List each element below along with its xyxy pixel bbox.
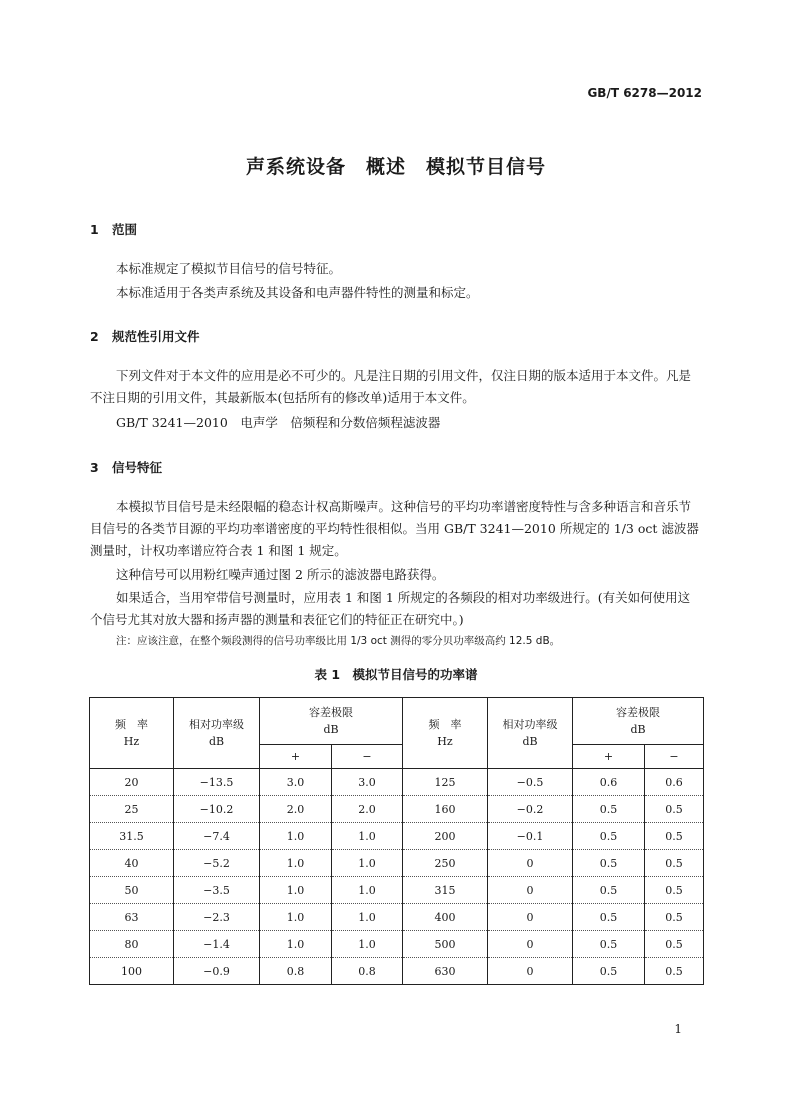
section-3-heading xyxy=(90,458,162,476)
table-cell: 0.5 xyxy=(645,904,704,931)
table-row xyxy=(90,823,704,850)
table-cell: 630 xyxy=(403,958,488,985)
table-cell: 25 xyxy=(90,796,174,823)
table-cell: 1.0 xyxy=(332,931,403,958)
table-cell: 3.0 xyxy=(332,769,403,796)
header-tolerance xyxy=(260,698,403,745)
table-cell: 0.5 xyxy=(645,796,704,823)
relative-level-unit: dB xyxy=(522,735,538,748)
tolerance-label: 容差极限 xyxy=(616,706,660,719)
table-cell: 1.0 xyxy=(260,877,332,904)
document-title: 声系统设备 概述 模拟节目信号 xyxy=(245,156,546,178)
table-cell: −5.2 xyxy=(174,850,260,877)
table-cell: −0.9 xyxy=(174,958,260,985)
relative-level-unit: dB xyxy=(208,735,225,748)
table-cell: 1.0 xyxy=(260,931,332,958)
table-row xyxy=(90,904,704,931)
page-number: 1 xyxy=(674,1022,682,1036)
table-cell: 0.8 xyxy=(260,958,332,985)
table-cell: 31.5 xyxy=(90,823,174,850)
section-2-heading xyxy=(90,327,200,345)
table-cell: 3.0 xyxy=(260,769,332,796)
table-cell: 0 xyxy=(488,931,573,958)
section-3-paragraph-2: 这种信号可以用粉红噪声通过图 2 所示的滤波器电路获得。 xyxy=(116,567,445,582)
table-cell: 100 xyxy=(90,958,174,985)
table-cell: 500 xyxy=(403,931,488,958)
frequency-unit: Hz xyxy=(437,735,453,748)
table-cell: 0.8 xyxy=(332,958,403,985)
section-1-heading xyxy=(90,220,137,238)
table-cell: 315 xyxy=(403,877,488,904)
table-cell: 0.5 xyxy=(645,823,704,850)
table-cell: 0.5 xyxy=(645,958,704,985)
frequency-label: 频 率 xyxy=(115,718,148,731)
tolerance-label: 容差极限 xyxy=(309,706,353,719)
table-cell: 20 xyxy=(90,769,174,796)
header-tolerance xyxy=(573,698,704,745)
table-cell: 50 xyxy=(90,877,174,904)
frequency-label: 频 率 xyxy=(428,718,462,731)
table-cell: 0.5 xyxy=(645,850,704,877)
table-row xyxy=(90,850,704,877)
header-plus: + xyxy=(573,745,645,769)
table-cell: 0.6 xyxy=(573,769,645,796)
table-cell: 200 xyxy=(403,823,488,850)
table-cell: −7.4 xyxy=(174,823,260,850)
table-cell: 0 xyxy=(488,850,573,877)
table-cell: 160 xyxy=(403,796,488,823)
tolerance-unit: dB xyxy=(630,723,646,736)
table-cell: 0.5 xyxy=(573,958,645,985)
table-cell: 0 xyxy=(488,877,573,904)
table-cell: 0.5 xyxy=(573,877,645,904)
table-cell: −10.2 xyxy=(174,796,260,823)
table-row xyxy=(90,796,704,823)
section-2-reference: GB/T 3241—2010 电声学 倍频程和分数倍频程滤波器 xyxy=(116,415,441,430)
table-cell: 1.0 xyxy=(260,904,332,931)
table-row xyxy=(90,931,704,958)
table-cell: 63 xyxy=(90,904,174,931)
section-1-paragraph-1: 本标准规定了模拟节目信号的信号特征。 xyxy=(116,261,342,276)
table-cell: 1.0 xyxy=(332,877,403,904)
table-row xyxy=(90,769,704,796)
section-1-paragraph-2: 本标准适用于各类声系统及其设备和电声器件特性的测量和标定。 xyxy=(116,285,479,300)
table-cell: 0.5 xyxy=(573,904,645,931)
frequency-unit: Hz xyxy=(123,735,140,748)
table-cell: 1.0 xyxy=(332,904,403,931)
header-frequency xyxy=(403,698,488,769)
header-relative-level xyxy=(488,698,573,769)
table-cell: −0.1 xyxy=(488,823,573,850)
table-cell: 0.5 xyxy=(573,931,645,958)
table-cell: −13.5 xyxy=(174,769,260,796)
relative-level-label: 相对功率级 xyxy=(502,718,558,731)
table-cell: 400 xyxy=(403,904,488,931)
table-cell: 1.0 xyxy=(332,823,403,850)
relative-level-label: 相对功率级 xyxy=(189,718,244,731)
section-title: 规范性引用文件 xyxy=(112,329,200,344)
header-frequency xyxy=(90,698,174,769)
header-minus: − xyxy=(645,745,704,769)
table-cell: 80 xyxy=(90,931,174,958)
table-caption: 表 1 模拟节目信号的功率谱 xyxy=(314,667,478,682)
table-cell: 0 xyxy=(488,958,573,985)
table-cell: 0.5 xyxy=(573,796,645,823)
table-cell: −2.3 xyxy=(174,904,260,931)
table-cell: −3.5 xyxy=(174,877,260,904)
section-title: 范围 xyxy=(112,222,138,237)
standard-code: GB/T 6278—2012 xyxy=(587,86,702,100)
section-2-paragraph-1: 下列文件对于本文件的应用是必不可少的。凡是注日期的引用文件，仅注日期的版本适用于本文件。凡是不注日期的引用文件，其最新版本(包括所有的修改单)适用于本文件。 xyxy=(90,368,692,405)
table-cell: 0.5 xyxy=(645,931,704,958)
header-minus: − xyxy=(332,745,403,769)
table-cell: −0.2 xyxy=(488,796,573,823)
table-cell: 250 xyxy=(403,850,488,877)
table-cell: 2.0 xyxy=(332,796,403,823)
table-cell: −1.4 xyxy=(174,931,260,958)
section-title: 信号特征 xyxy=(112,460,163,475)
header-plus: + xyxy=(260,745,332,769)
tolerance-unit: dB xyxy=(323,723,339,736)
table-cell: 0.5 xyxy=(573,850,645,877)
table-cell: 0.6 xyxy=(645,769,704,796)
table-cell: 1.0 xyxy=(260,823,332,850)
power-spectrum-table xyxy=(89,697,704,985)
table-cell: 1.0 xyxy=(332,850,403,877)
table-cell: 125 xyxy=(403,769,488,796)
table-cell: 2.0 xyxy=(260,796,332,823)
table-row xyxy=(90,958,704,985)
table-cell: 0 xyxy=(488,904,573,931)
section-number: 2 xyxy=(90,329,99,344)
section-number: 1 xyxy=(90,222,99,237)
section-3-note: 注：应该注意，在整个频段测得的信号功率级比用 1/3 oct 测得的零分贝功率级高约 12.5 dB。 xyxy=(116,635,561,647)
table-cell: 0.5 xyxy=(573,823,645,850)
table-cell: 1.0 xyxy=(260,850,332,877)
table-cell: 0.5 xyxy=(645,877,704,904)
table-cell: 40 xyxy=(90,850,174,877)
table-row xyxy=(90,877,704,904)
section-number: 3 xyxy=(90,460,99,475)
header-relative-level xyxy=(174,698,260,769)
section-3-paragraph-3: 如果适合，当用窄带信号测量时，应用表 1 和图 1 所规定的各频段的相对功率级进行。(有关如何使用这个信号尤其对放大器和扬声器的测量和表征它们的特征正在研究中。) xyxy=(90,590,691,627)
table-cell: −0.5 xyxy=(488,769,573,796)
section-3-paragraph-1: 本模拟节目信号是未经限幅的稳态计权高斯噪声。这种信号的平均功率谱密度特性与含多种语言和音乐节目信号的各类节目源的平均功率谱密度的平均特性很相似。当用 GB/T 3241—2010 所规定的 1/3 oct 滤波器测量时，计权功率谱应符合表 1 和图 1 规定。 xyxy=(90,499,699,558)
